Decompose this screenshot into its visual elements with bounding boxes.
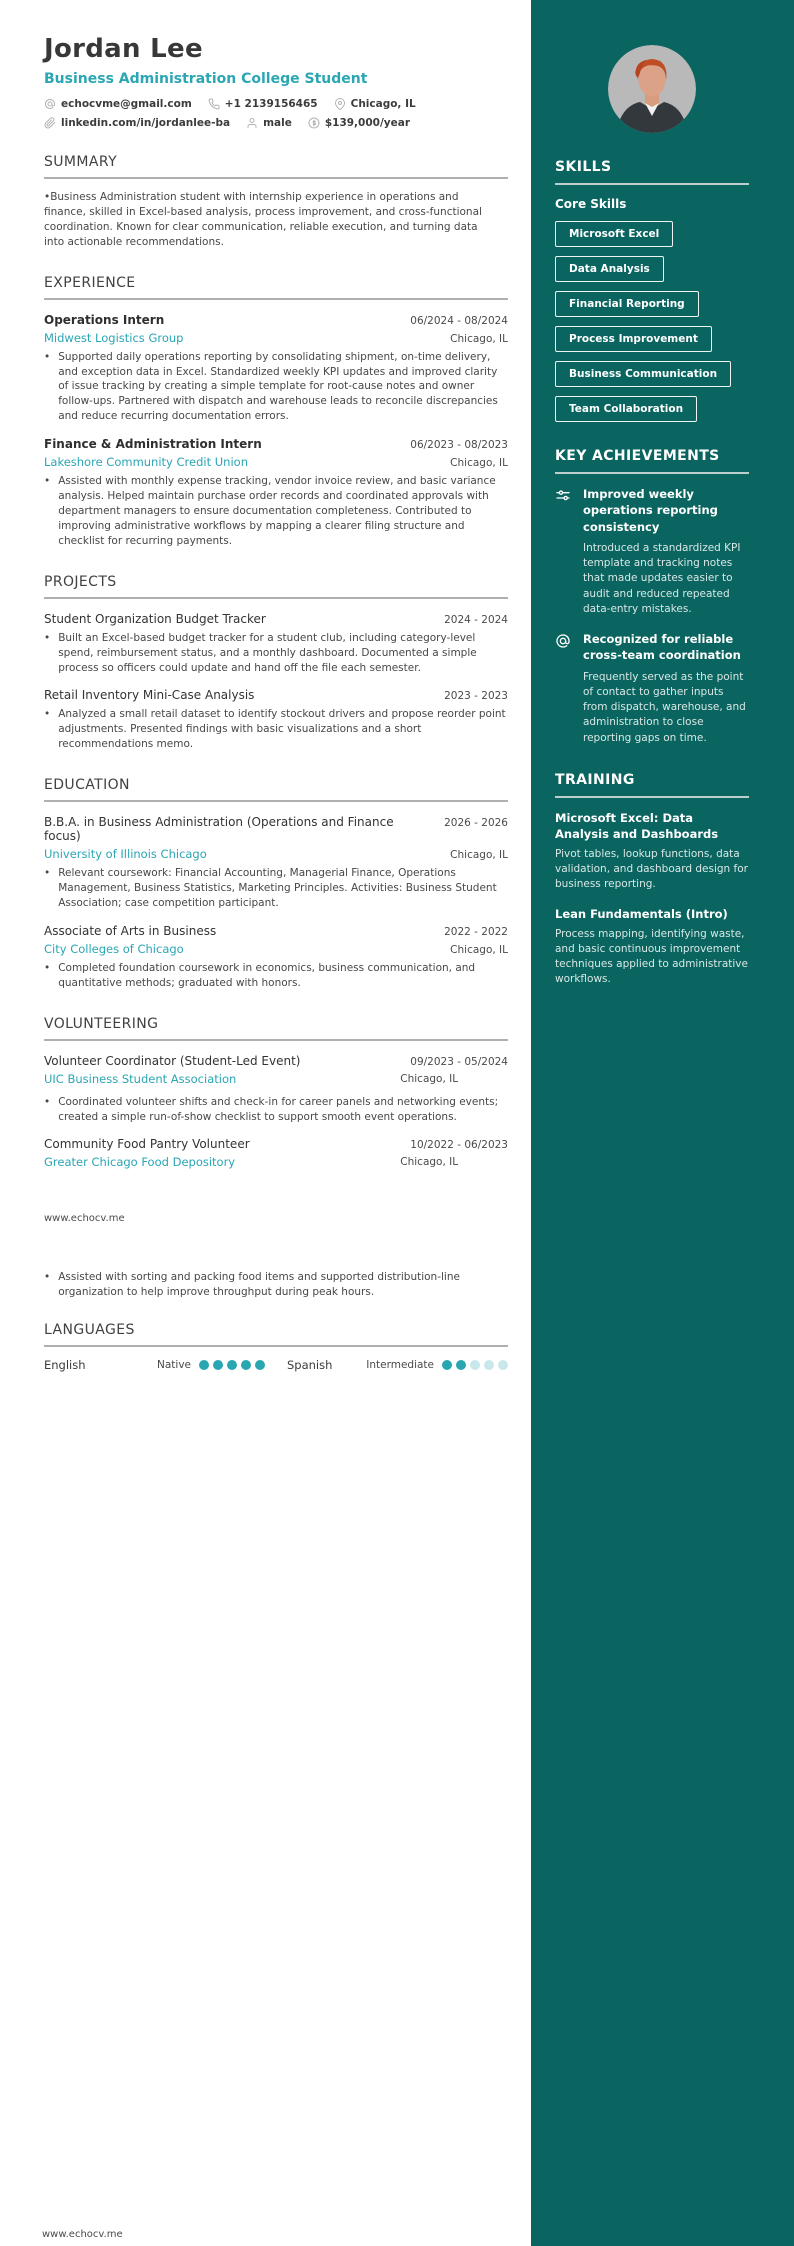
dot-filled	[255, 1360, 265, 1370]
school-link[interactable]: University of Illinois Chicago	[44, 847, 207, 862]
volunteer-dates: 10/2022 - 06/2023	[410, 1139, 508, 1152]
dot-empty	[470, 1360, 480, 1370]
achievements-section	[555, 448, 749, 746]
achievement-text: Frequently served as the point of contact to gather inputs from dispatch, warehouse, and administration to close reporting gaps on time.	[583, 670, 746, 744]
volunteer-org-link[interactable]: UIC Business Student Association	[44, 1071, 237, 1086]
person-icon	[246, 117, 258, 129]
volunteer-title: Community Food Pantry Volunteer	[44, 1137, 250, 1152]
language-proficiency-dots	[199, 1360, 265, 1370]
section-divider	[44, 177, 508, 179]
company-link[interactable]: Lakeshore Community Credit Union	[44, 455, 248, 470]
dot-filled	[199, 1360, 209, 1370]
language-name: English	[44, 1358, 86, 1373]
degree-title: Associate of Arts in Business	[44, 923, 217, 938]
dot-filled	[227, 1360, 237, 1370]
education-dates: 2022 - 2022	[444, 925, 508, 938]
link-icon	[44, 117, 56, 129]
section-divider	[44, 298, 508, 300]
volunteer-bullet: • Assisted with sorting and packing food items and supported distribution-line organization to help improve throughput during peak hours.	[58, 1271, 460, 1299]
job-dates: 06/2024 - 08/2024	[410, 314, 508, 327]
experience-heading: EXPERIENCE	[44, 274, 136, 291]
achievement-item	[555, 486, 749, 617]
dollar-icon	[308, 117, 320, 129]
sidebar-divider	[555, 183, 749, 185]
project-entry	[44, 612, 508, 676]
contact-location	[334, 98, 416, 110]
job-bullet: • Supported daily operations reporting by consolidating shipment, on-time delivery, and exception data in Excel. Standardized weekly KPI updates and improved clarity of issue tracking by creating a simple template for root-cause notes and owner follow-ups. Partnered with dispatch and warehouse leads to reconcile discrepancies and reduce recurring documentation errors.	[58, 350, 498, 423]
section-divider	[44, 1345, 508, 1347]
pin-icon	[334, 98, 346, 110]
training-heading: TRAINING	[555, 771, 635, 788]
languages-section	[44, 1322, 508, 1372]
education-entry	[44, 815, 508, 911]
language-row	[44, 1358, 508, 1372]
project-bullet: • Analyzed a small retail dataset to identify stockout drivers and propose reorder point adjustments. Presented findings with basic visualizations and a short recommendations memo.	[58, 708, 506, 751]
training-title: Lean Fundamentals (Intro)	[555, 906, 728, 921]
achievement-text: Introduced a standardized KPI template and tracking notes that made updates easier to audit and reduced repeated data-entry mistakes.	[583, 541, 741, 615]
project-dates: 2023 - 2023	[444, 690, 508, 703]
skills-section	[555, 159, 749, 422]
project-bullet: • Built an Excel-based budget tracker for a student club, including category-level spend, reimbursement status, and a monthly dashboard. Documented a simple process so officers could update and hand off the file each semester.	[58, 631, 477, 674]
job-location: Chicago, IL	[450, 457, 508, 470]
volunteer-title: Volunteer Coordinator (Student-Led Event)	[44, 1053, 301, 1068]
language-level: Intermediate	[366, 1359, 434, 1372]
avatar	[608, 45, 696, 133]
dot-filled	[456, 1360, 466, 1370]
experience-section	[44, 275, 508, 549]
job-bullet: • Assisted with monthly expense tracking, vendor invoice review, and basic variance analysis. Helped maintain purchase order records and coordinated approvals with department managers to ensure documentation completeness. Contributed to improving administrative workflows by mapping a clearer filing structure and checklist for recurring payments.	[58, 475, 496, 547]
language-level: Native	[157, 1359, 191, 1372]
volunteer-org-link[interactable]: Greater Chicago Food Depository	[44, 1155, 236, 1170]
education-bullet: • Relevant coursework: Financial Accounting, Managerial Finance, Operations Management, Business Statistics, Marketing Principles. Activities: Business Student Association; case competition participant.	[58, 867, 497, 909]
sidebar	[531, 0, 794, 2246]
dot-filled	[442, 1360, 452, 1370]
contact-email	[44, 98, 192, 110]
sidebar-divider	[555, 472, 749, 474]
achievement-title: Improved weekly operations reporting consistency	[583, 487, 718, 534]
education-bullet: • Completed foundation coursework in economics, business communication, and quantitative methods; graduated with honors.	[58, 961, 476, 989]
volunteering-entry	[44, 1054, 508, 1125]
contact-info	[44, 98, 508, 129]
company-link[interactable]: Midwest Logistics Group	[44, 330, 184, 345]
volunteer-location: Chicago, IL	[400, 1156, 459, 1169]
volunteer-location: Chicago, IL	[400, 1072, 459, 1085]
skill-tag: Financial Reporting	[555, 291, 699, 317]
project-title: Retail Inventory Mini-Case Analysis	[44, 688, 255, 703]
languages-heading: LANGUAGES	[44, 1322, 135, 1339]
achievement-title: Recognized for reliable cross-team coordination	[583, 632, 741, 663]
training-text: Process mapping, identifying waste, and basic continuous improvement techniques applied to administrative workflows.	[555, 927, 748, 986]
education-location: Chicago, IL	[450, 943, 508, 956]
main-column	[0, 0, 531, 1372]
contact-gender-text: male	[263, 117, 292, 129]
at-circle-icon	[555, 631, 574, 746]
skill-tag: Data Analysis	[555, 256, 664, 282]
person-headline: Business Administration College Student	[44, 71, 368, 87]
dot-empty	[498, 1360, 508, 1370]
volunteer-dates: 09/2023 - 05/2024	[410, 1055, 508, 1068]
training-title: Microsoft Excel: Data Analysis and Dashboards	[555, 810, 719, 841]
contact-phone	[208, 98, 318, 110]
volunteer-bullet-continued	[44, 1270, 508, 1300]
contact-location-text: Chicago, IL	[350, 98, 416, 110]
skills-group-label: Core Skills	[555, 197, 627, 211]
training-text: Pivot tables, lookup functions, data validation, and dashboard design for business reporting.	[555, 848, 748, 891]
volunteer-bullet: • Coordinated volunteer shifts and check-in for career panels and networking events; created a simple run-of-show checklist to support smooth event operations.	[58, 1095, 499, 1123]
summary-section	[44, 154, 508, 250]
contact-salary	[308, 117, 410, 129]
projects-heading: PROJECTS	[44, 573, 117, 590]
job-dates: 06/2023 - 08/2023	[410, 439, 508, 452]
dot-filled	[213, 1360, 223, 1370]
job-title: Finance & Administration Intern	[44, 437, 262, 452]
achievement-item	[555, 631, 749, 746]
project-title: Student Organization Budget Tracker	[44, 611, 266, 626]
contact-phone-text: +1 2139156465	[224, 98, 318, 110]
experience-entry	[44, 313, 508, 425]
summary-text: • Business Administration student with internship experience in operations and finance, skilled in Excel-based analysis, process improvement, and cross-functional coordination. Known for clear communication, reliable execution, and turning data into actionable recommendations.	[44, 190, 499, 250]
degree-title: B.B.A. in Business Administration (Operations and Finance focus)	[44, 815, 394, 844]
skill-tag: Team Collaboration	[555, 396, 697, 422]
training-item	[555, 906, 749, 988]
education-section	[44, 777, 508, 991]
achievements-heading: KEY ACHIEVEMENTS	[555, 448, 720, 464]
school-link[interactable]: City Colleges of Chicago	[44, 941, 184, 956]
education-dates: 2026 - 2026	[444, 817, 508, 830]
phone-icon	[208, 98, 220, 110]
training-section	[555, 772, 749, 988]
at-icon	[44, 98, 56, 110]
skill-tag: Process Improvement	[555, 326, 712, 352]
sidebar-divider	[555, 796, 749, 798]
person-name: Jordan Lee	[44, 34, 203, 64]
volunteering-entry	[44, 1137, 508, 1169]
page-footer-url: www.echocv.me	[42, 2229, 123, 2240]
contact-gender	[246, 117, 292, 129]
summary-heading: SUMMARY	[44, 154, 118, 170]
education-location: Chicago, IL	[450, 849, 508, 862]
projects-section	[44, 574, 508, 752]
page-footer-url: www.echocv.me	[44, 1213, 125, 1225]
language-proficiency-dots	[442, 1360, 508, 1370]
skill-tag: Business Communication	[555, 361, 731, 387]
language-item	[44, 1358, 265, 1372]
experience-entry	[44, 437, 508, 549]
project-entry	[44, 688, 508, 752]
section-divider	[44, 597, 508, 599]
education-entry	[44, 924, 508, 991]
training-item	[555, 810, 749, 893]
dot-filled	[241, 1360, 251, 1370]
section-divider	[44, 1039, 508, 1041]
skill-tag: Microsoft Excel	[555, 221, 673, 247]
avatar-photo	[608, 45, 696, 133]
contact-linkedin-text: linkedin.com/in/jordanlee-ba	[61, 117, 231, 129]
language-name: Spanish	[287, 1358, 333, 1373]
volunteering-heading: VOLUNTEERING	[44, 1015, 159, 1032]
section-divider	[44, 800, 508, 802]
skills-heading: SKILLS	[555, 159, 612, 175]
sliders-icon	[555, 486, 574, 617]
contact-salary-text: $139,000/year	[324, 117, 411, 129]
contact-linkedin[interactable]	[44, 117, 230, 129]
job-location: Chicago, IL	[450, 332, 508, 345]
dot-empty	[484, 1360, 494, 1370]
project-dates: 2024 - 2024	[444, 613, 508, 626]
job-title: Operations Intern	[44, 312, 165, 327]
language-item	[287, 1358, 508, 1372]
education-heading: EDUCATION	[44, 777, 130, 794]
contact-email-text: echocvme@gmail.com	[61, 98, 192, 110]
volunteering-section	[44, 1016, 508, 1170]
